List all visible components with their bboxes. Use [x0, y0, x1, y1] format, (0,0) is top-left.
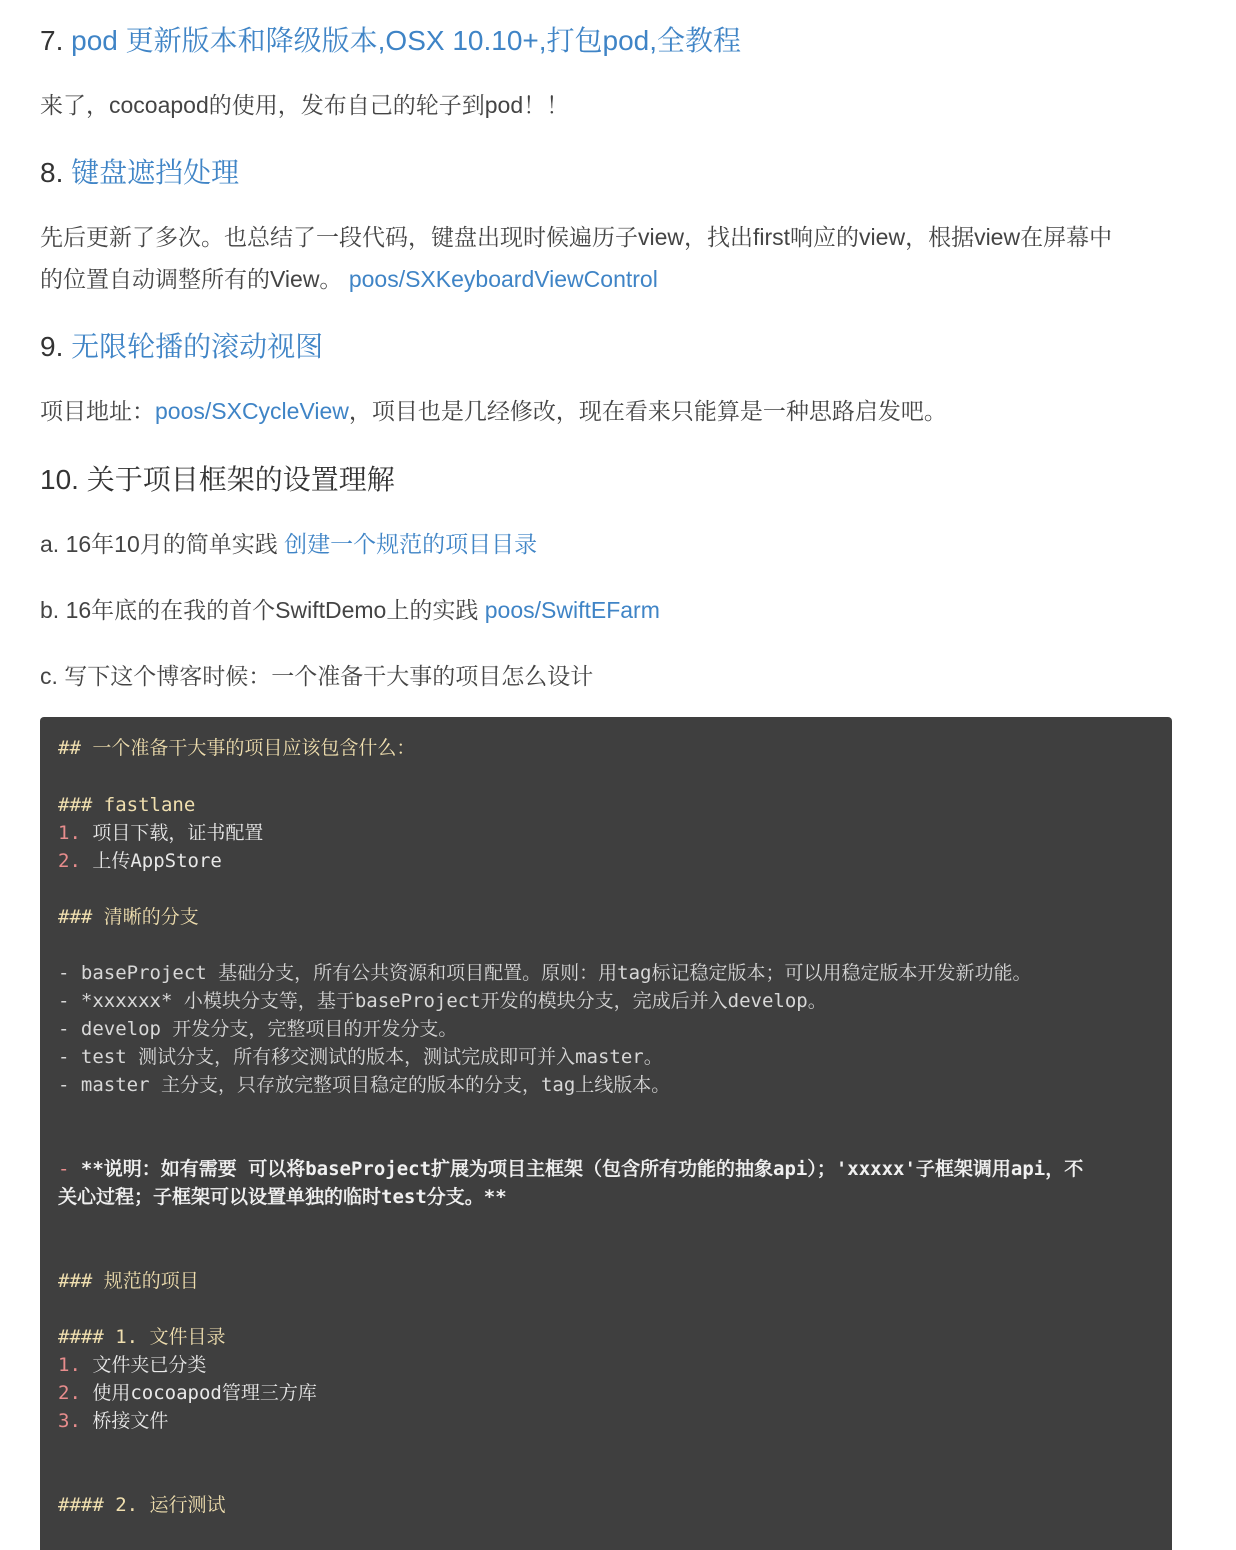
code-heading: ### fastlane — [58, 794, 196, 816]
paragraph-8-line-1: 先后更新了多次。也总结了一段代码，键盘出现时候遍历子view，找出first响应的view，根据view在屏幕中 — [40, 224, 1113, 250]
heading-number: 8. — [40, 157, 64, 188]
code-heading: #### 2. 运行测试 — [58, 1494, 226, 1516]
list-number: 3. — [58, 1410, 81, 1432]
paragraph-text: 项目地址： — [40, 398, 155, 424]
list-number: 1. — [58, 1354, 81, 1376]
item-text: b. 16年底的在我的首个SwiftDemo上的实践 — [40, 597, 485, 623]
code-block — [40, 717, 1172, 1550]
code-list-item — [58, 1351, 206, 1379]
heading-10: 10. 关于项目框架的设置理解 — [40, 464, 395, 495]
code-list-item — [58, 847, 222, 875]
code-text: 项目下载，证书配置 — [80, 822, 264, 844]
list-number: 1. — [58, 822, 81, 844]
paragraph-8-line-2 — [40, 258, 658, 300]
heading-9 — [40, 327, 323, 367]
project-dir-link[interactable]: 创建一个规范的项目目录 — [284, 531, 538, 557]
heading-7-link[interactable]: pod 更新版本和降级版本,OSX 10.10+,打包pod,全教程 — [71, 25, 742, 56]
code-note-line-2: 关心过程；子框架可以设置单独的临时test分支。** — [58, 1186, 507, 1208]
code-text: 上传AppStore — [80, 850, 222, 872]
item-a — [40, 523, 537, 565]
code-list-item — [58, 1379, 317, 1407]
list-number: 2. — [58, 1382, 81, 1404]
paragraph-9 — [40, 390, 947, 432]
code-heading: ### 清晰的分支 — [58, 906, 199, 928]
keyboard-control-link[interactable]: poos/SXKeyboardViewControl — [348, 266, 658, 292]
code-heading: ### 规范的项目 — [58, 1270, 199, 1292]
list-number: 2. — [58, 850, 81, 872]
heading-9-link[interactable]: 无限轮播的滚动视图 — [71, 331, 324, 362]
paragraph-text: 的位置自动调整所有的View。 — [40, 266, 343, 292]
code-note-text: **说明：如有需要 可以将baseProject扩展为项目主框架（包含所有功能的抽象api）；'xxxxx'子框架调用api，不 — [80, 1158, 1084, 1180]
paragraph-7: 来了，cocoapod的使用，发布自己的轮子到pod！！ — [40, 92, 570, 118]
code-bullet: - test 测试分支，所有移交测试的版本，测试完成即可并入master。 — [58, 1046, 663, 1068]
code-heading: ## 一个准备干大事的项目应该包含什么： — [58, 737, 416, 759]
code-text: 文件夹已分类 — [80, 1354, 207, 1376]
code-text: 桥接文件 — [80, 1410, 169, 1432]
code-note-line-1 — [58, 1155, 1083, 1183]
code-text: 使用cocoapod管理三方库 — [80, 1382, 317, 1404]
bullet-dash: - — [58, 1158, 81, 1180]
heading-number: 7. — [40, 25, 64, 56]
paragraph-text: ，项目也是几经修改，现在看来只能算是一种思路启发吧。 — [348, 398, 947, 424]
code-heading: #### 1. 文件目录 — [58, 1326, 226, 1348]
code-bullet: - develop 开发分支，完整项目的开发分支。 — [58, 1018, 458, 1040]
heading-7 — [40, 21, 741, 61]
code-bullet: - *xxxxxx* 小模块分支等，基于baseProject开发的模块分支，完成后并入develop。 — [58, 990, 827, 1012]
heading-8-link[interactable]: 键盘遮挡处理 — [71, 157, 240, 188]
code-bullet: - master 主分支，只存放完整项目稳定的版本的分支，tag上线版本。 — [58, 1074, 671, 1096]
item-c: c. 写下这个博客时候：一个准备干大事的项目怎么设计 — [40, 663, 594, 689]
heading-8 — [40, 153, 239, 193]
item-b — [40, 589, 660, 631]
swift-efarm-link[interactable]: poos/SwiftEFarm — [484, 597, 660, 623]
heading-number: 9. — [40, 331, 64, 362]
code-list-item — [58, 819, 263, 847]
code-bullet: - baseProject 基础分支，所有公共资源和项目配置。原则：用tag标记稳定版本；可以用稳定版本开发新功能。 — [58, 962, 1032, 984]
cycle-view-link[interactable]: poos/SXCycleView — [155, 398, 349, 424]
code-list-item — [58, 1407, 168, 1435]
item-text: a. 16年10月的简单实践 — [40, 531, 285, 557]
